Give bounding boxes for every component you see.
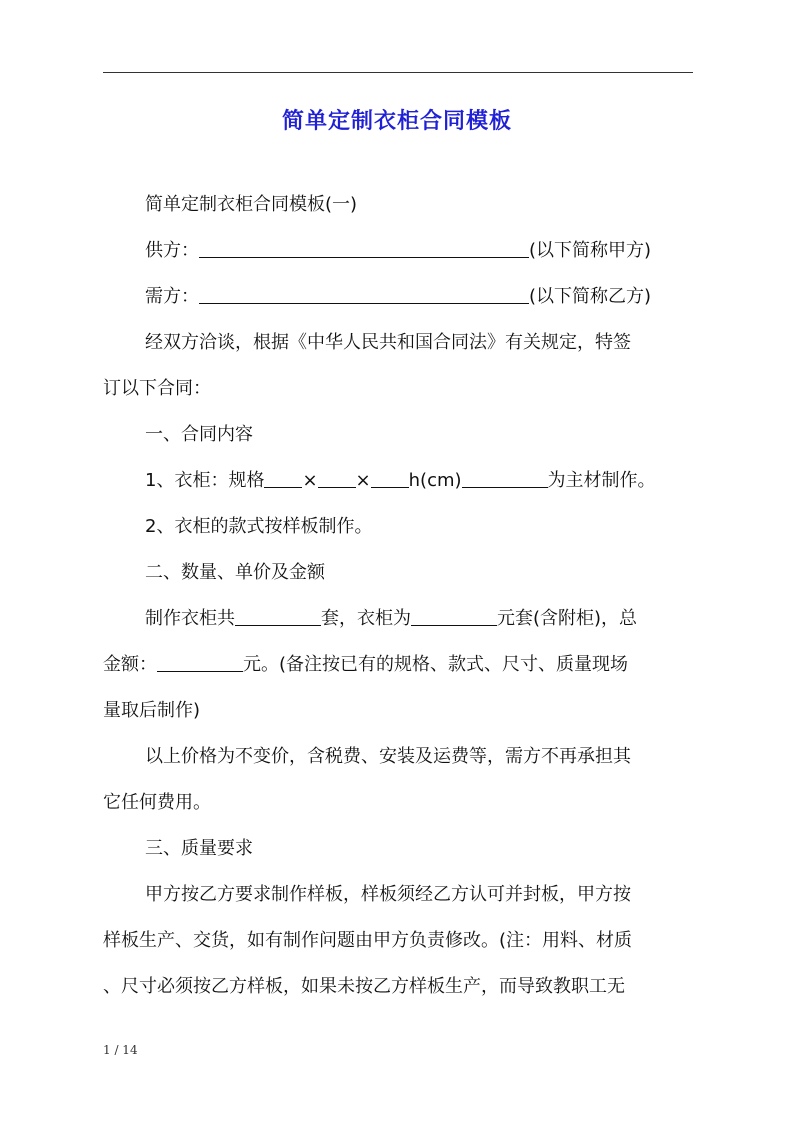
item-1-prefix: 1、衣柜：规格 (145, 470, 265, 491)
buyer-suffix: (以下简称乙方) (529, 286, 652, 307)
spec-width-blank[interactable] (264, 467, 302, 488)
times-sign-a: × (302, 470, 318, 491)
quantity-blank[interactable] (235, 605, 321, 626)
supplier-line (103, 228, 693, 274)
item-1-suffix: 为主材制作。 (547, 470, 656, 491)
price-text-1: 以上价格为不变价，含税费、安装及运费等，需方不再承担其 (145, 746, 631, 767)
total-prefix: 金额： (103, 654, 157, 675)
total-line-3-text: 量取后制作) (103, 700, 201, 721)
quality-line-1 (103, 872, 693, 918)
section-2-heading-text: 二、数量、单价及金额 (145, 562, 325, 583)
buyer-line (103, 274, 693, 320)
intro-line-2 (103, 366, 693, 412)
spec-height-blank[interactable] (371, 467, 409, 488)
quantity-suffix: 元套(含附柜)，总 (497, 608, 638, 629)
intro-text-1: 经双方洽谈，根据《中华人民共和国合同法》有关规定，特签 (145, 332, 631, 353)
section-2-heading (103, 550, 693, 596)
quantity-line (103, 596, 693, 642)
quantity-prefix: 制作衣柜共 (145, 608, 235, 629)
price-line-2 (103, 780, 693, 826)
quality-text-2: 样板生产、交货，如有制作问题由甲方负责修改。(注：用料、材质 (103, 930, 633, 951)
intro-line-1 (103, 320, 693, 366)
section-3-heading-text: 三、质量要求 (145, 838, 253, 859)
price-text-2: 它任何费用。 (103, 792, 211, 813)
buyer-label: 需方： (145, 286, 199, 307)
quality-line-2 (103, 918, 693, 964)
item-1-line (103, 458, 693, 504)
unit-price-blank[interactable] (411, 605, 497, 626)
spec-depth-blank[interactable] (318, 467, 356, 488)
section-1-heading-text: 一、合同内容 (145, 424, 253, 445)
quality-line-3 (103, 964, 693, 1010)
section-1-heading (103, 412, 693, 458)
header-rule (103, 72, 693, 73)
document-title: 简单定制衣柜合同模板 (281, 109, 512, 134)
supplier-suffix: (以下简称甲方) (529, 240, 652, 261)
total-line (103, 642, 693, 688)
item-2-text: 2、衣柜的款式按样板制作。 (145, 516, 373, 537)
total-line-3 (103, 688, 693, 734)
price-line-1 (103, 734, 693, 780)
quantity-mid: 套，衣柜为 (321, 608, 411, 629)
material-blank[interactable] (462, 467, 548, 488)
item-2-line (103, 504, 693, 550)
quality-text-1: 甲方按乙方要求制作样板，样板须经乙方认可并封板，甲方按 (145, 884, 631, 905)
buyer-blank[interactable] (199, 283, 529, 304)
intro-text-2: 订以下合同： (103, 378, 211, 399)
page-indicator: 1 / 14 (103, 1043, 138, 1057)
total-amount-blank[interactable] (157, 651, 243, 672)
total-suffix: 元。(备注按已有的规格、款式、尺寸、质量现场 (243, 654, 629, 675)
section-3-heading (103, 826, 693, 872)
times-sign-b: × (355, 470, 371, 491)
supplier-blank[interactable] (199, 237, 529, 258)
subtitle-text: 简单定制衣柜合同模板(一) (145, 194, 358, 215)
subtitle-paragraph (103, 182, 693, 228)
quality-text-3: 、尺寸必须按乙方样板，如果未按乙方样板生产，而导致教职工无 (103, 976, 625, 997)
supplier-label: 供方： (145, 240, 199, 261)
item-1-unit: h(cm) (408, 470, 462, 491)
